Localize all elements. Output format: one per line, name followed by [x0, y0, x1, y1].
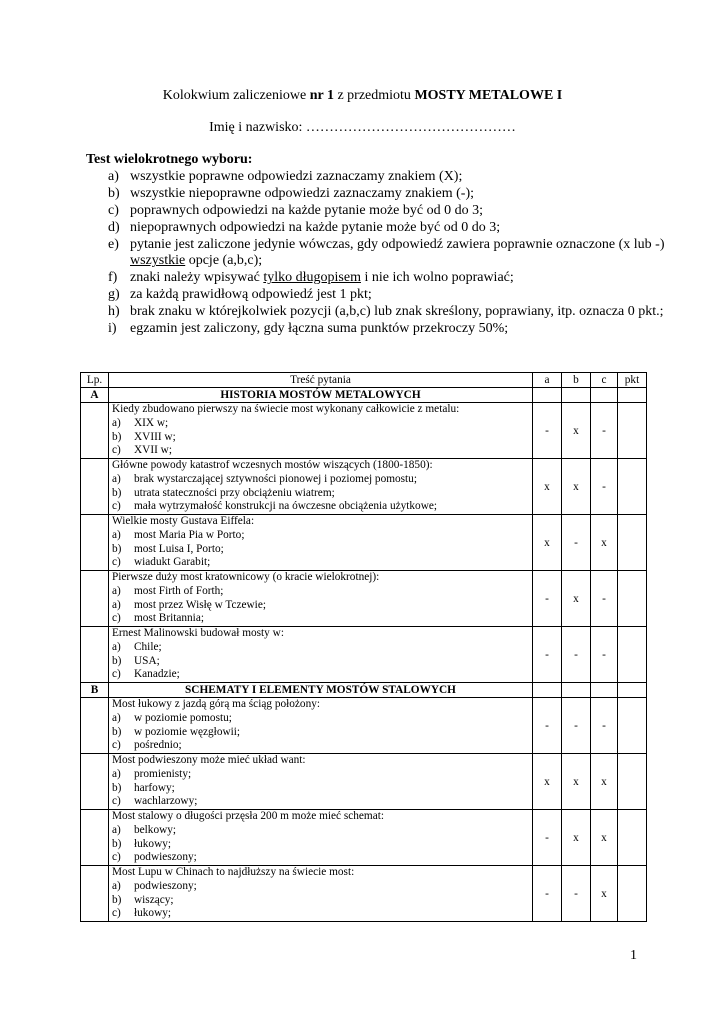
table-header-row [81, 373, 647, 388]
instruction-item [86, 321, 686, 338]
instruction-item [86, 287, 686, 304]
answer-b: x [562, 459, 591, 515]
answer-a: x [533, 459, 562, 515]
instruction-letter: d) [108, 219, 120, 235]
question-content [109, 698, 533, 754]
answer-c: - [591, 403, 618, 459]
answer-b: x [562, 403, 591, 459]
section-lp: B [81, 683, 109, 698]
section-row [81, 388, 647, 403]
option-letter: a) [112, 640, 121, 653]
option-letter: c) [112, 907, 121, 920]
empty-cell [618, 683, 647, 698]
option-text: Kanadzie; [134, 668, 180, 681]
option-text: utrata stateczności przy obciążeniu wiatrem; [134, 486, 335, 499]
answer-b: x [562, 754, 591, 810]
instructions-list [86, 169, 686, 338]
answer-option [112, 782, 529, 796]
instruction-text: poprawnych odpowiedzi na każde pytanie może być od 0 do 3; [130, 202, 484, 218]
header-content: Treść pytania [109, 373, 533, 388]
points-cell [618, 627, 647, 683]
answer-c: - [591, 571, 618, 627]
answer-option [112, 585, 529, 599]
option-letter: c) [112, 556, 121, 569]
option-letter: a) [112, 598, 121, 611]
answer-option [112, 473, 529, 487]
answer-c: - [591, 627, 618, 683]
question-lp [81, 515, 109, 571]
instruction-item [86, 220, 686, 237]
instructions-heading: Test wielokrotnego wyboru: [86, 152, 253, 167]
instruction-text: wszystkie niepoprawne odpowiedzi zaznaczamy znakiem (-); [130, 185, 475, 201]
option-text: podwieszony; [134, 851, 197, 864]
answer-option [112, 529, 529, 543]
question-row [81, 571, 647, 627]
question-row [81, 627, 647, 683]
option-text: XVIII w; [134, 430, 176, 443]
question-lp [81, 403, 109, 459]
instruction-letter: e) [108, 236, 119, 252]
answer-b: x [562, 571, 591, 627]
header-c: c [591, 373, 618, 388]
instruction-item [86, 186, 686, 203]
question-lp [81, 627, 109, 683]
answer-option [112, 500, 529, 514]
answer-b: x [562, 810, 591, 866]
question-content [109, 627, 533, 683]
answer-a: - [533, 698, 562, 754]
points-cell [618, 515, 647, 571]
points-cell [618, 810, 647, 866]
instruction-text: brak znaku w którejkolwiek pozycji (a,b,c) lub znak skreślony, poprawiany, itp. oznacza 0 pkt.; [130, 304, 664, 320]
option-letter: b) [112, 837, 122, 850]
question-text: Ernest Malinowski budował mosty w: [112, 627, 284, 640]
answer-c: - [591, 459, 618, 515]
answer-option [112, 838, 529, 852]
question-row [81, 810, 647, 866]
answer-a: - [533, 627, 562, 683]
points-cell [618, 403, 647, 459]
question-text: Główne powody katastrof wczesnych mostów wiszących (1800-1850): [112, 459, 433, 472]
option-letter: b) [112, 781, 122, 794]
points-cell [618, 754, 647, 810]
answer-a: x [533, 515, 562, 571]
option-letter: a) [112, 416, 121, 429]
option-letter: c) [112, 795, 121, 808]
answer-option [112, 655, 529, 669]
instruction-item [86, 270, 686, 287]
answer-option [112, 739, 529, 753]
empty-cell [533, 388, 562, 403]
section-title: HISTORIA MOSTÓW METALOWYCH [109, 388, 533, 403]
option-text: belkowy; [134, 823, 177, 836]
answer-b: - [562, 866, 591, 922]
quiz-table [80, 372, 647, 922]
option-text: XVII w; [134, 444, 172, 457]
answer-b: - [562, 627, 591, 683]
question-row [81, 754, 647, 810]
question-row [81, 698, 647, 754]
title-subject: MOSTY METALOWE I [414, 88, 563, 103]
option-letter: b) [112, 725, 122, 738]
instruction-text: wszystkie poprawne odpowiedzi zaznaczamy znakiem (X); [130, 168, 463, 184]
instruction-text: za każdą prawidłową odpowiedź jest 1 pkt; [130, 287, 372, 303]
option-text: w poziomie węzgłowii; [134, 725, 241, 738]
points-cell [618, 459, 647, 515]
option-letter: a) [112, 767, 121, 780]
instruction-letter: b) [108, 185, 120, 201]
option-letter: c) [112, 739, 121, 752]
name-field-line: Imię i nazwisko: ……………………………………… [209, 120, 516, 135]
option-text: most Britannia; [134, 612, 204, 625]
empty-cell [591, 388, 618, 403]
option-text: podwieszony; [134, 879, 197, 892]
answer-option [112, 712, 529, 726]
option-letter: b) [112, 654, 122, 667]
answer-option [112, 543, 529, 557]
option-letter: b) [112, 486, 122, 499]
answer-option [112, 668, 529, 682]
option-letter: a) [112, 528, 121, 541]
option-letter: a) [112, 584, 121, 597]
quiz-body [81, 388, 647, 922]
question-content [109, 515, 533, 571]
answer-option [112, 487, 529, 501]
option-text: brak wystarczającej sztywności pionowej i poziomej pomostu; [134, 472, 417, 485]
instruction-text: pytanie jest zaliczone jedynie wówczas, gdy odpowiedź zawiera poprawnie oznaczone (x lub -) [130, 236, 665, 252]
option-letter: c) [112, 612, 121, 625]
header-b: b [562, 373, 591, 388]
instruction-letter: g) [108, 287, 120, 303]
option-text: wiszący; [134, 893, 174, 906]
question-content [109, 866, 533, 922]
option-text: wiadukt Garabit; [134, 556, 211, 569]
option-text: most Maria Pia w Porto; [134, 528, 245, 541]
question-text: Kiedy zbudowano pierwszy na świecie most wykonany całkowicie z metalu: [112, 403, 460, 416]
question-lp [81, 571, 109, 627]
instruction-letter: c) [108, 202, 119, 218]
instruction-text: i nie ich wolno poprawiać; [360, 270, 514, 286]
option-text: Chile; [134, 640, 162, 653]
question-row [81, 403, 647, 459]
answer-option [112, 726, 529, 740]
answer-a: - [533, 810, 562, 866]
option-text: most Firth of Forth; [134, 584, 224, 597]
answer-a: - [533, 571, 562, 627]
question-content [109, 459, 533, 515]
empty-cell [533, 683, 562, 698]
question-text: Pierwsze duży most kratownicowy (o kracie wielokrotnej): [112, 571, 380, 584]
answer-c: x [591, 810, 618, 866]
document-title [0, 88, 725, 104]
instruction-letter: i) [108, 321, 117, 337]
option-text: w poziomie pomostu; [134, 711, 232, 724]
question-text: Most stalowy o długości przęsła 200 m może mieć schemat: [112, 810, 385, 823]
answer-c: x [591, 866, 618, 922]
question-content [109, 403, 533, 459]
answer-option [112, 768, 529, 782]
question-text: Most podwieszony może mieć układ want: [112, 754, 306, 767]
option-letter: c) [112, 668, 121, 681]
answer-option [112, 795, 529, 809]
option-text: most Luisa I, Porto; [134, 542, 224, 555]
answer-option [112, 417, 529, 431]
section-lp: A [81, 388, 109, 403]
empty-cell [591, 683, 618, 698]
title-number: nr 1 [309, 88, 334, 103]
option-letter: a) [112, 879, 121, 892]
empty-cell [618, 388, 647, 403]
option-letter: c) [112, 851, 121, 864]
points-cell [618, 866, 647, 922]
answer-b: - [562, 698, 591, 754]
answer-option [112, 907, 529, 921]
instruction-item [86, 203, 686, 220]
option-text: mała wytrzymałość konstrukcji na ówczesne obciążenia użytkowe; [134, 500, 438, 513]
option-text: USA; [134, 654, 160, 667]
answer-option [112, 880, 529, 894]
answer-c: - [591, 698, 618, 754]
option-text: łukowy; [134, 907, 172, 920]
option-letter: a) [112, 823, 121, 836]
option-text: pośrednio; [134, 739, 182, 752]
section-title: SCHEMATY I ELEMENTY MOSTÓW STALOWYCH [109, 683, 533, 698]
instruction-underlined-text: tylko długopisem [263, 270, 361, 286]
answer-option [112, 641, 529, 655]
page-number: 1 [630, 948, 637, 963]
question-content [109, 571, 533, 627]
question-text: Most łukowy z jazdą górą ma ściąg położony: [112, 698, 320, 711]
instruction-item [86, 169, 686, 186]
answer-option [112, 431, 529, 445]
option-letter: b) [112, 542, 122, 555]
instruction-underlined-text: wszystkie [130, 253, 186, 269]
option-letter: b) [112, 893, 122, 906]
question-text: Wielkie mosty Gustava Eiffela: [112, 515, 255, 528]
question-lp [81, 698, 109, 754]
points-cell [618, 698, 647, 754]
empty-cell [562, 683, 591, 698]
option-text: XIX w; [134, 416, 169, 429]
answer-a: - [533, 403, 562, 459]
question-lp [81, 866, 109, 922]
section-row [81, 683, 647, 698]
option-text: łukowy; [134, 837, 172, 850]
answer-b: - [562, 515, 591, 571]
option-letter: b) [112, 430, 122, 443]
instruction-text: opcje (a,b,c); [185, 253, 263, 269]
instruction-text: egzamin jest zaliczony, gdy łączna suma punktów przekroczy 50%; [130, 321, 509, 337]
question-lp [81, 459, 109, 515]
answer-a: x [533, 754, 562, 810]
question-content [109, 754, 533, 810]
option-letter: c) [112, 444, 121, 457]
question-text: Most Lupu w Chinach to najdłuższy na świecie most: [112, 866, 355, 879]
question-row [81, 459, 647, 515]
answer-option [112, 599, 529, 613]
answer-c: x [591, 515, 618, 571]
option-letter: a) [112, 472, 121, 485]
answer-a: - [533, 866, 562, 922]
header-a: a [533, 373, 562, 388]
instruction-letter: a) [108, 168, 119, 184]
question-row [81, 866, 647, 922]
answer-c: x [591, 754, 618, 810]
answer-option [112, 894, 529, 908]
instruction-item [86, 237, 686, 271]
instruction-text: niepoprawnych odpowiedzi na każde pytanie może być od 0 do 3; [130, 219, 501, 235]
instruction-letter: h) [108, 304, 120, 320]
option-letter: a) [112, 711, 121, 724]
answer-option [112, 851, 529, 865]
option-letter: c) [112, 500, 121, 513]
option-text: most przez Wisłę w Tczewie; [134, 598, 266, 611]
question-row [81, 515, 647, 571]
title-prefix: Kolokwium zaliczeniowe [162, 88, 310, 103]
question-lp [81, 754, 109, 810]
answer-option [112, 824, 529, 838]
question-content [109, 810, 533, 866]
instruction-item [86, 304, 686, 321]
title-middle: z przedmiotu [333, 88, 415, 103]
answer-option [112, 612, 529, 626]
header-lp: Lp. [81, 373, 109, 388]
option-text: promienisty; [134, 767, 192, 780]
option-text: wachlarzowy; [134, 795, 198, 808]
empty-cell [562, 388, 591, 403]
instruction-letter: f) [108, 270, 118, 286]
question-lp [81, 810, 109, 866]
header-pkt: pkt [618, 373, 647, 388]
option-text: harfowy; [134, 781, 175, 794]
instructions [86, 152, 686, 338]
answer-option [112, 444, 529, 458]
instruction-text: znaki należy wpisywać [130, 270, 264, 286]
answer-option [112, 556, 529, 570]
points-cell [618, 571, 647, 627]
